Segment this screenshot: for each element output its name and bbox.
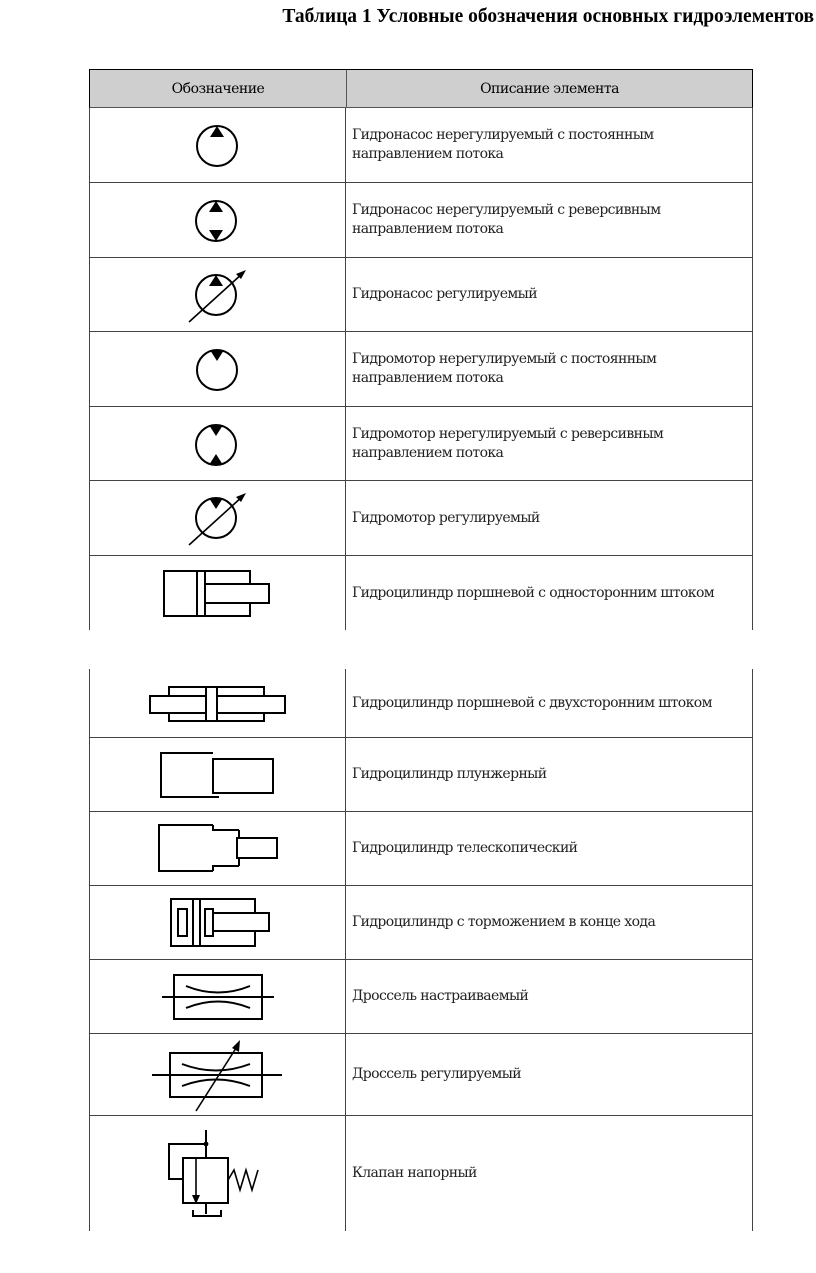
symbol-cell <box>90 258 346 331</box>
description-cell: Клапан напорный <box>352 1165 477 1181</box>
symbol-cell <box>90 407 346 480</box>
pump-fixed-one-direction-icon <box>183 115 253 175</box>
symbol-cell <box>90 183 346 257</box>
header-symbol: Обозначение <box>90 70 347 107</box>
table-row <box>90 960 752 1034</box>
symbol-cell <box>90 1034 346 1115</box>
table-row <box>90 332 752 407</box>
symbol-cell <box>90 812 346 885</box>
description-cell: Гидронасос регулируемый <box>352 286 537 302</box>
symbol-cell <box>90 108 346 182</box>
table-body <box>89 669 753 1231</box>
pump-fixed-reversible-icon <box>183 190 253 250</box>
motor-fixed-reversible-icon <box>183 414 253 474</box>
table-row <box>90 669 752 738</box>
description-cell: Гидроцилиндр плунжерный <box>352 766 547 782</box>
symbols-table-part-2 <box>89 669 753 1231</box>
symbol-cell <box>90 1116 346 1231</box>
table-row <box>90 1034 752 1116</box>
table-row <box>90 183 752 258</box>
table-row <box>90 108 752 183</box>
cylinder-single-rod-icon <box>153 565 283 621</box>
symbol-cell <box>90 669 346 737</box>
motor-fixed-one-direction-icon <box>183 339 253 399</box>
table-row <box>90 556 752 630</box>
pump-variable-icon <box>173 263 263 327</box>
table-row <box>90 738 752 812</box>
description-cell: Гидромотор регулируемый <box>352 509 540 526</box>
description-cell: Дроссель регулируемый <box>352 1066 521 1082</box>
motor-variable-icon <box>173 486 263 550</box>
cylinder-double-rod-icon <box>148 675 288 731</box>
symbol-cell <box>90 886 346 959</box>
description-cell: Гидроцилиндр поршневой с односторонним штоком <box>352 584 715 601</box>
table-row <box>90 407 752 481</box>
description-cell: Гидронасос нерегулируемый с постоянным направлением потока <box>352 127 654 162</box>
pressure-valve-icon <box>163 1124 273 1224</box>
symbol-cell <box>90 960 346 1033</box>
table-row <box>90 258 752 332</box>
description-cell: Гидроцилиндр с торможением в конце хода <box>352 914 656 930</box>
table-row <box>90 1116 752 1231</box>
description-cell: Гидромотор нерегулируемый с постоянным направлением потока <box>352 351 657 386</box>
throttle-variable-icon <box>150 1037 286 1113</box>
table-title: Таблица 1 Условные обозначения основных гидроэлементов <box>282 6 814 27</box>
table-header <box>89 69 753 108</box>
cylinder-telescopic-icon <box>153 821 283 877</box>
description-cell: Гидроцилиндр телескопический <box>352 840 578 856</box>
symbol-cell <box>90 738 346 811</box>
description-cell: Гидроцилиндр поршневой с двухсторонним штоком <box>352 694 712 711</box>
throttle-adjustable-icon <box>158 969 278 1025</box>
symbols-table-part-1 <box>89 69 753 630</box>
description-cell: Гидронасос нерегулируемый с реверсивным направлением потока <box>352 202 661 237</box>
cylinder-plunger-icon <box>153 747 283 803</box>
table-row <box>90 886 752 960</box>
cylinder-cushioned-icon <box>153 893 283 953</box>
description-cell: Дроссель настраиваемый <box>352 988 529 1004</box>
symbol-cell <box>90 481 346 555</box>
table-row <box>90 812 752 886</box>
description-cell: Гидромотор нерегулируемый с реверсивным направлением потока <box>352 425 664 461</box>
header-description: Описание элемента <box>480 80 619 97</box>
symbol-cell <box>90 332 346 406</box>
table-row <box>90 481 752 556</box>
table-body <box>89 108 753 630</box>
symbol-cell <box>90 556 346 630</box>
